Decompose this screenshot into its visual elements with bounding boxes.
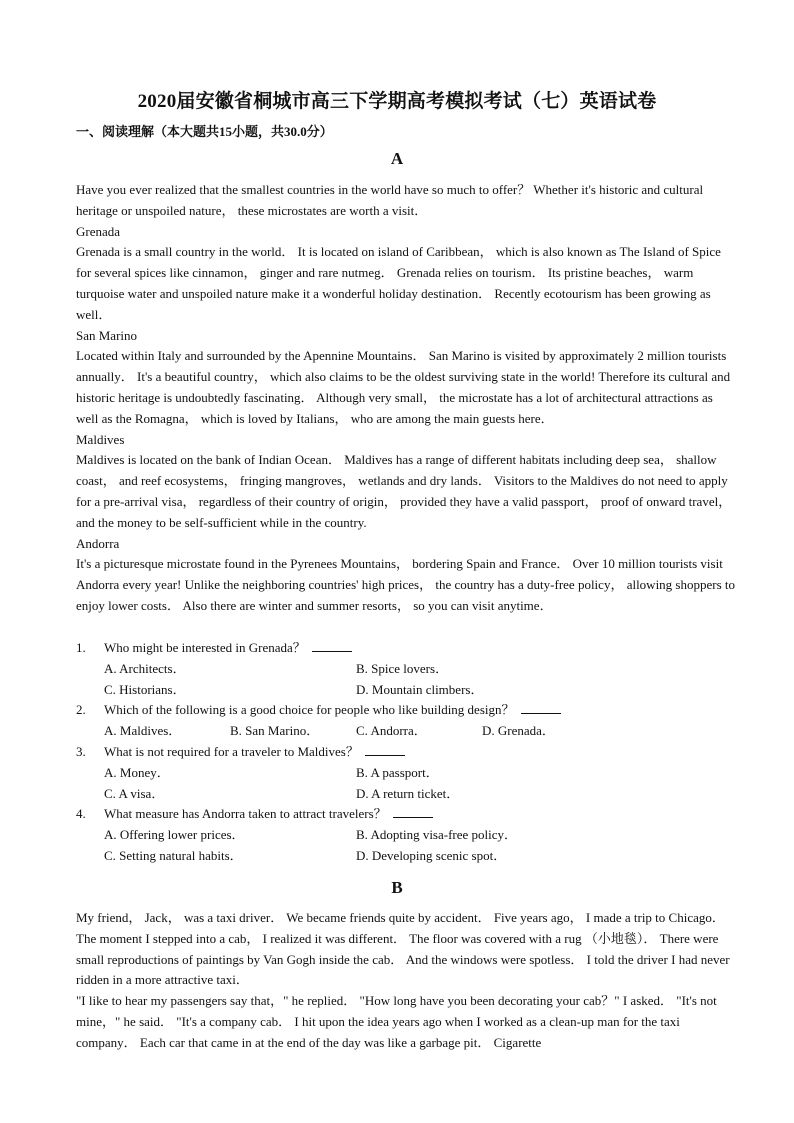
option-d[interactable]: D. A return ticket． — [356, 785, 460, 801]
option-a[interactable]: A. Maldives． — [104, 723, 182, 739]
options-row — [76, 721, 736, 742]
option-a[interactable]: A. Money． — [104, 764, 170, 780]
option-c[interactable]: C. Historians． — [104, 681, 186, 697]
section-body-grenada: Grenada is a small country in the world． It is located on island of Caribbean， which is also known as The Island of Spice for several spices like cinnamon， ginger and rare nutmeg． Grenada relies on tourism． Its pristine beaches， warm turquoise water and unspoiled nature make it a wonderful holiday destination． Recently ecotourism has been growing as well． — [76, 244, 721, 322]
option-d[interactable]: D. Grenada． — [482, 723, 555, 739]
passage-b-paragraph-1: My friend， Jack， was a taxi driver． We became friends quite by accident． Five years ago， I made a trip to Chicago． The moment I stepped into a cab， I realized it was different． The floor was covered with a rug （小地毯）． There were small reproductions of paintings by Van Gogh inside the cab． And the windows were spotless． I told the driver I had never ridden in a more attractive taxi． — [76, 910, 730, 988]
option-b[interactable]: B. San Marino． — [230, 723, 320, 739]
option-a[interactable]: A. Architects． — [104, 660, 186, 676]
passage-b-text — [76, 908, 736, 1054]
passage-b-paragraph-2: "I like to hear my passengers say that，" he replied． "How long have you been decorating your cab？" I asked． "It's not mine，" he said． "It's a company cab． I hit upon the idea years ago when I worked as a clean-up man for the taxi company． Each car that came in at the end of the day was like a garbage pit． Cigarette — [76, 993, 717, 1050]
options-row — [76, 825, 736, 846]
question-number: 4. — [76, 806, 86, 822]
options-row — [76, 763, 736, 784]
option-a[interactable]: A. Offering lower prices． — [104, 827, 245, 843]
question-stem: What is not required for a traveler to Maldives？ — [104, 743, 359, 759]
passage-a-text — [76, 180, 736, 617]
section-body-maldives: Maldives is located on the bank of Indian Ocean． Maldives has a range of different habitats including deep sea， shallow coast， and reef ecosystems， fringing mangroves， wetlands and dry lands． Visitors to the Maldives do not need to apply for a pre-arrival visa， regardless of their country of origin， provided they have a valid passport， proof of onward travel， and the money to be self-sufficient while in the country. — [76, 452, 732, 530]
passage-a-letter: A — [390, 149, 404, 168]
option-d[interactable]: D. Mountain climbers． — [356, 681, 484, 697]
option-b[interactable]: B. Spice lovers． — [356, 660, 449, 676]
question-stem: Which of the following is a good choice for people who like building design？ — [104, 702, 515, 718]
question-1 — [76, 638, 736, 659]
question-number: 3. — [76, 743, 86, 759]
answer-blank[interactable] — [393, 805, 433, 818]
option-b[interactable]: B. A passport． — [356, 764, 439, 780]
question-4 — [76, 804, 736, 825]
options-row — [76, 846, 736, 867]
question-3 — [76, 742, 736, 763]
option-c[interactable]: C. A visa． — [104, 785, 165, 801]
option-d[interactable]: D. Developing scenic spot． — [356, 847, 507, 863]
section-heading-grenada: Grenada — [76, 223, 121, 239]
option-b[interactable]: B. Adopting visa-free policy． — [356, 827, 518, 843]
options-row — [76, 659, 736, 680]
section-body-andorra: It's a picturesque microstate found in the Pyrenees Mountains， bordering Spain and France． Over 10 million tourists visit Andorra every year! Unlike the neighboring countries' high prices， the country has a duty-free policy， allowing shoppers to enjoy lower costs． Also there are winter and summer resorts， so you can visit anytime． — [76, 556, 736, 613]
passage-b-letter: B — [391, 878, 403, 897]
question-stem: Who might be interested in Grenada？ — [104, 640, 306, 655]
answer-blank[interactable] — [365, 743, 405, 756]
page-title: 2020届安徽省桐城市高三下学期高考模拟考试（七）英语试卷 — [137, 91, 657, 112]
question-number: 1. — [76, 640, 86, 655]
section-body-san-marino: Located within Italy and surrounded by the Apennine Mountains． San Marino is visited by approximately 2 million tourists annually． It's a beautiful country， which also claims to be the oldest surviving state in the world! Therefore its cultural and historic heritage is undoubtedly fascinating． Although very small， the microstate has a lot of architectural attractions as well as the Romagna， which is loved by Italians， who are among the main guests here． — [76, 348, 731, 426]
section-heading: 一、阅读理解（本大题共15小题，共30.0分） — [76, 124, 333, 139]
question-number: 2. — [76, 702, 86, 718]
passage-a-questions — [76, 638, 736, 867]
question-stem: What measure has Andorra taken to attract travelers？ — [104, 806, 387, 822]
options-row — [76, 680, 736, 701]
answer-blank[interactable] — [521, 701, 561, 714]
section-heading-maldives: Maldives — [76, 431, 125, 447]
answer-blank[interactable] — [312, 639, 352, 652]
question-2 — [76, 700, 736, 721]
options-row — [76, 784, 736, 805]
section-heading-andorra: Andorra — [76, 535, 120, 551]
option-c[interactable]: C. Setting natural habits． — [104, 847, 243, 863]
passage-a-intro: Have you ever realized that the smallest countries in the world have so much to offer？ Whether it's historic and cultural heritage or unspoiled nature， these microstates are worth a visit． — [76, 182, 704, 218]
section-heading-san-marino: San Marino — [76, 327, 138, 343]
option-c[interactable]: C. Andorra． — [356, 723, 427, 739]
